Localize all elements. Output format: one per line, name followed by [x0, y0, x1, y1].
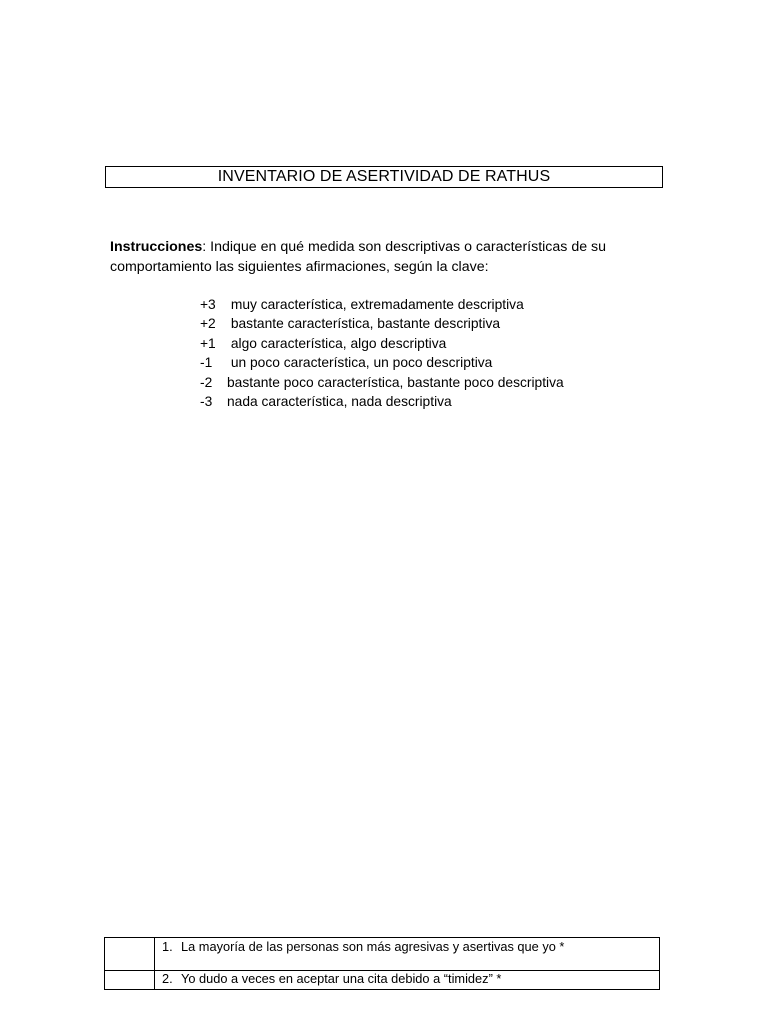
rating-label: algo característica, algo descriptiva	[227, 335, 447, 351]
rating-code: -2	[200, 374, 213, 390]
table-row	[105, 938, 660, 971]
rating-key-item	[200, 392, 564, 411]
instructions-text: : Indique en qué medida son descriptivas o características de su comportamiento las siguientes afirmaciones, según la clave:	[110, 239, 607, 275]
rating-key-item	[200, 353, 564, 372]
item-text: Yo dudo a veces en aceptar una cita debido a “timidez” *	[181, 971, 502, 986]
item-number: 1.	[162, 939, 173, 954]
table-row	[105, 971, 660, 990]
item-cell	[155, 971, 660, 990]
rating-code: -1	[200, 355, 213, 371]
questionnaire-table	[104, 937, 660, 990]
rating-label: muy característica, extremadamente descriptiva	[227, 297, 524, 312]
rating-code: +2	[200, 316, 216, 332]
rating-label: bastante poco característica, bastante poco descriptiva	[227, 374, 564, 390]
rating-code: -3	[200, 394, 213, 410]
rating-key-list	[200, 295, 564, 411]
rating-key-item	[200, 334, 564, 353]
document-title	[105, 166, 663, 188]
response-cell[interactable]	[105, 938, 155, 971]
rating-label: un poco característica, un poco descriptiva	[227, 355, 493, 371]
rating-key-item	[200, 373, 564, 392]
item-cell	[155, 938, 660, 971]
rating-key-item	[200, 295, 564, 314]
rating-label: nada característica, nada descriptiva	[227, 394, 452, 410]
instructions-paragraph	[110, 237, 670, 277]
item-number: 2.	[162, 971, 173, 986]
rating-code: +1	[200, 335, 216, 351]
instructions-lead: Instrucciones	[110, 239, 203, 255]
response-cell[interactable]	[105, 971, 155, 990]
rating-code: +3	[200, 297, 216, 312]
rating-label: bastante característica, bastante descriptiva	[227, 316, 501, 332]
document-title-text: INVENTARIO DE ASERTIVIDAD DE RATHUS	[217, 168, 551, 185]
item-text: La mayoría de las personas son más agresivas y asertivas que yo *	[181, 939, 565, 954]
rating-key-item	[200, 314, 564, 333]
